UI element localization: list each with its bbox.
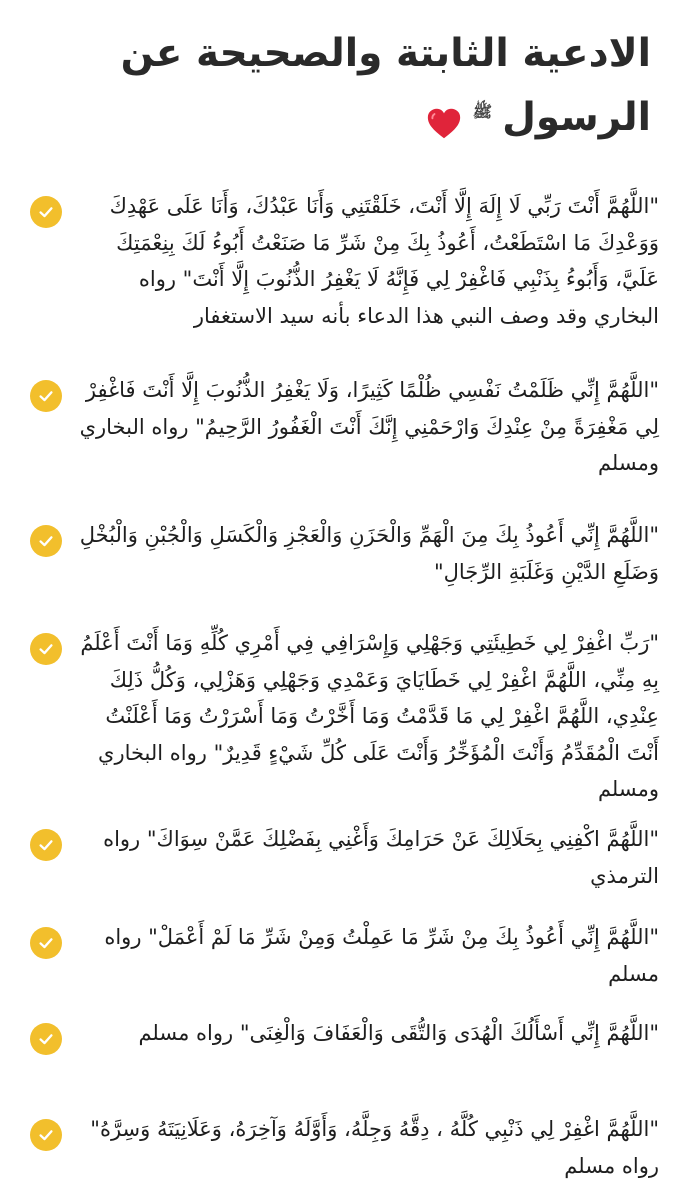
list-item — [28, 919, 659, 1015]
check-circle-icon — [30, 633, 62, 665]
dua-text: "اللَّهُمَّ اغْفِرْ لِي ذَنْبِي كُلَّهُ ، دِقَّهُ وَجِلَّهُ، وَأَوَّلَهُ وَآخِرَهُ، وَعَلَانِيَتَهُ وَسِرَّهُ" رواه مسلم — [90, 1117, 659, 1178]
heart-icon — [425, 99, 463, 137]
check-circle-icon — [30, 1119, 62, 1151]
list-item — [28, 188, 659, 372]
title-line-2 — [40, 86, 651, 150]
page-title — [40, 22, 655, 150]
list-item — [28, 625, 659, 821]
dua-text: "اللَّهُمَّ اكْفِنِي بِحَلَالِكَ عَنْ حَرَامِكَ وَأَغْنِي بِفَضْلِكَ عَمَّنْ سِوَاكَ" رواه الترمذي — [103, 827, 659, 888]
list-item — [28, 1015, 659, 1111]
check-circle-icon — [30, 829, 62, 861]
dua-text: "اللَّهُمَّ إِنِّي أَعُوذُ بِكَ مِنَ الْهَمِّ وَالْحَزَنِ وَالْعَجْزِ وَالْكَسَلِ وَالْجُبْنِ وَالْبُخْلِ وَضَلَعِ الدَّيْنِ وَغَلَبَةِ الرِّجَالِ" — [79, 523, 659, 584]
list-item — [28, 372, 659, 517]
check-circle-icon — [30, 196, 62, 228]
salawat-glyph: ﷺ — [472, 102, 493, 121]
dua-text: "اللَّهُمَّ إِنِّي ظَلَمْتُ نَفْسِي ظُلْمًا كَثِيرًا، وَلَا يَغْفِرُ الذُّنُوبَ إِلَّا أَنْتَ فَاغْفِرْ لِي مَغْفِرَةً مِنْ عِنْدِكَ وَارْحَمْنِي إِنَّكَ أَنْتَ الْغَفُورُ الرَّحِيمُ" رواه البخاري ومسلم — [79, 378, 659, 475]
check-circle-icon — [30, 1023, 62, 1055]
check-circle-icon — [30, 525, 62, 557]
title-line-1: الادعية الثابتة والصحيحة عن — [120, 31, 651, 76]
dua-text: "رَبِّ اغْفِرْ لِي خَطِيئَتِي وَجَهْلِي وَإِسْرَافِي فِي أَمْرِي كُلِّهِ وَمَا أَنْتَ أَعْلَمُ بِهِ مِنِّي، اللَّهُمَّ اغْفِرْ لِي خَطَايَايَ وَعَمْدِي وَجَهْلِي وَهَزْلِي، وَكُلُّ ذَلِكَ عِنْدِي، اللَّهُمَّ اغْفِرْ لِي مَا قَدَّمْتُ وَمَا أَخَّرْتُ وَمَا أَسْرَرْتُ وَمَا أَعْلَنْتُ أَنْتَ الْمُقَدِّمُ وَأَنْتَ الْمُؤَخِّرُ وَأَنْتَ عَلَى كُلِّ شَيْءٍ قَدِيرٌ" رواه البخاري ومسلم — [80, 631, 659, 801]
list-item — [28, 821, 659, 919]
title-prophet-word: الرسول — [502, 95, 651, 140]
dua-text: "اللَّهُمَّ أَنْتَ رَبِّي لَا إِلَهَ إِلَّا أَنْتَ، خَلَقْتَنِي وَأَنَا عَبْدُكَ، وَأَنَا عَلَى عَهْدِكَ وَوَعْدِكَ مَا اسْتَطَعْتُ، أَعُوذُ بِكَ مِنْ شَرِّ مَا صَنَعْتُ أَبُوءُ لَكَ بِنِعْمَتِكَ عَلَيَّ، وَأَبُوءُ بِذَنْبِي فَاغْفِرْ لِي فَإِنَّهُ لَا يَغْفِرُ الذُّنُوبَ إِلَّا أَنْتَ" رواه البخاري وقد وصف النبي هذا الدعاء بأنه سيد الاستغفار — [109, 194, 659, 328]
dua-text: "اللَّهُمَّ إِنِّي أَعُوذُ بِكَ مِنْ شَرِّ مَا عَمِلْتُ وَمِنْ شَرِّ مَا لَمْ أَعْمَلْ" رواه مسلم — [104, 925, 659, 986]
list-item — [28, 1111, 659, 1200]
dua-list — [28, 188, 659, 1200]
dua-text: "اللَّهُمَّ إِنِّي أَسْأَلُكَ الْهُدَى وَالتُّقَى وَالْعَفَافَ وَالْغِنَى" رواه مسلم — [138, 1021, 659, 1045]
check-circle-icon — [30, 927, 62, 959]
check-circle-icon — [30, 380, 62, 412]
list-item — [28, 517, 659, 625]
